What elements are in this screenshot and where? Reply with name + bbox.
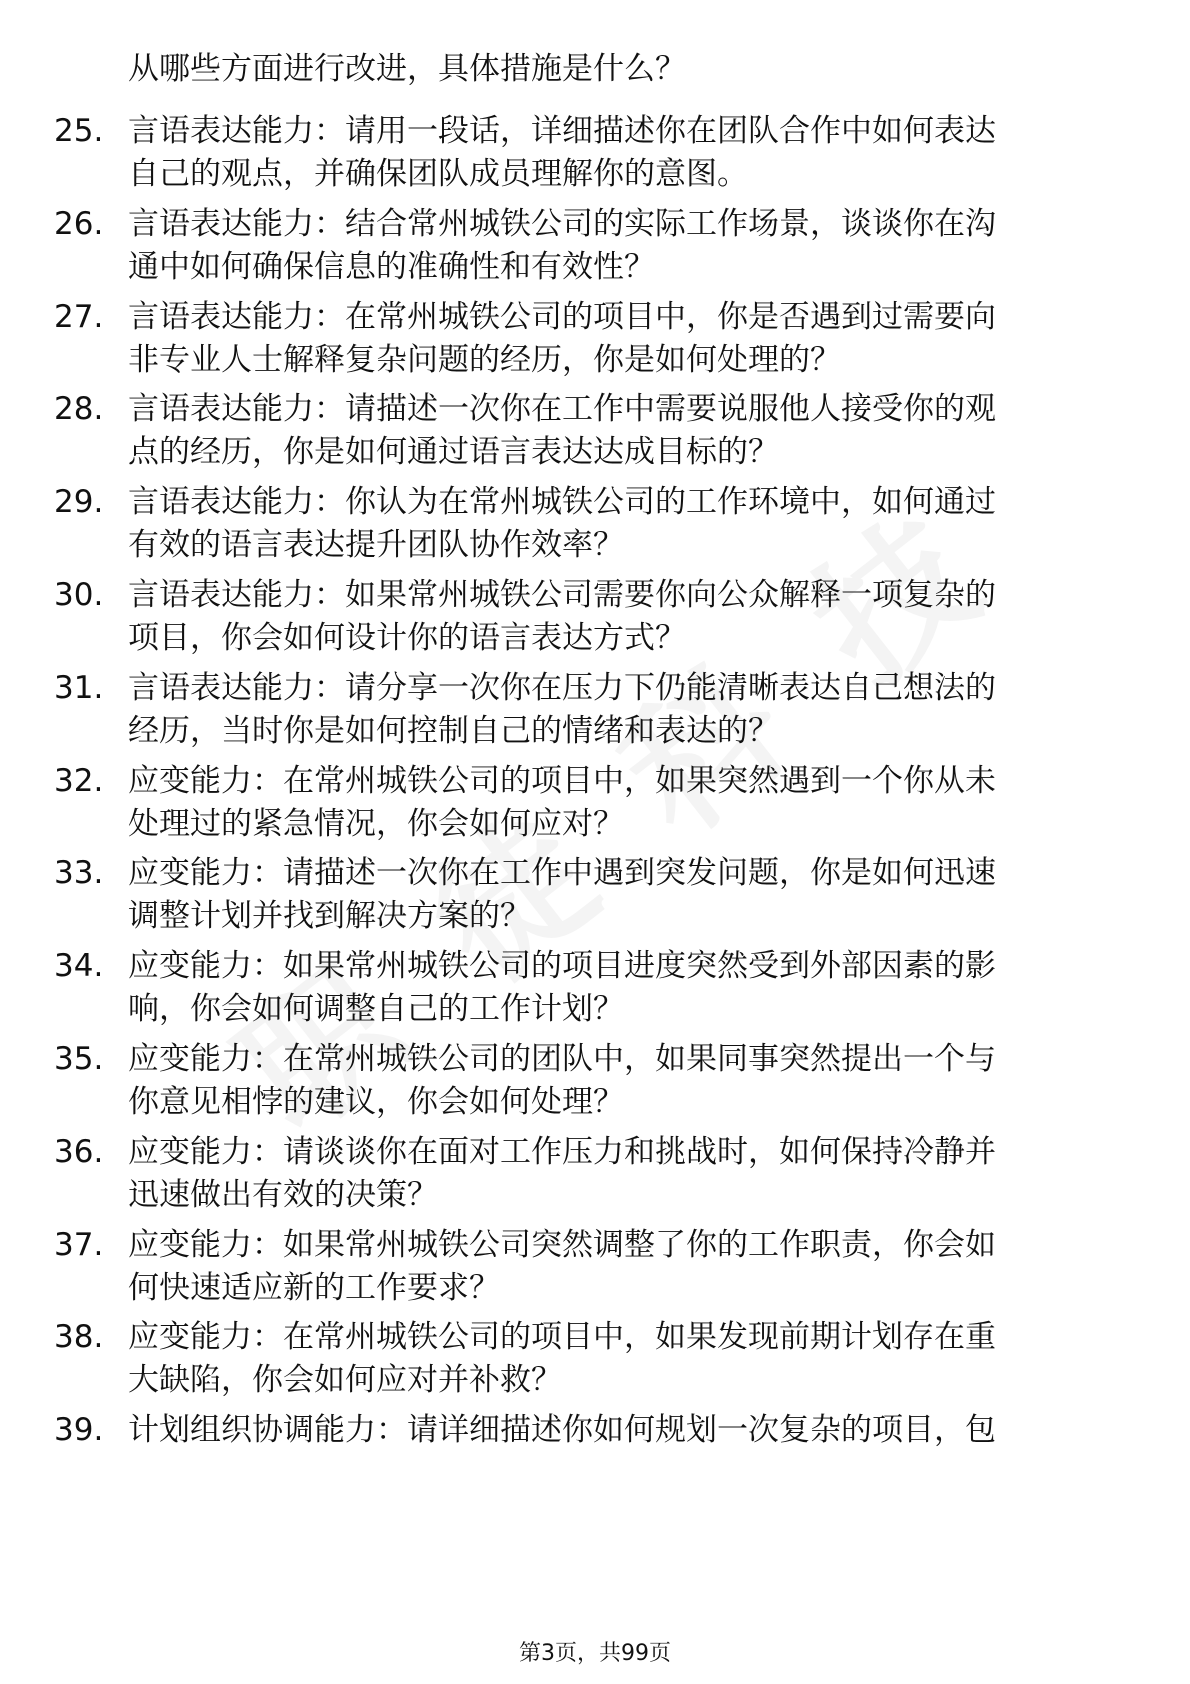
question-text (128, 945, 1108, 1031)
question-line: 言语表达能力：请描述一次你在工作中需要说服他人接受你的观 (128, 391, 996, 428)
question-line: 经历，当时你是如何控制自己的情绪和表达的？ (128, 712, 779, 749)
question-line: 言语表达能力：在常州城铁公司的项目中，你是否遇到过需要向 (128, 298, 996, 335)
question-number: 36. (54, 1133, 104, 1170)
question-line: 应变能力：请谈谈你在面对工作压力和挑战时，如何保持冷静并 (128, 1133, 996, 1170)
question-line: 大缺陷，你会如何应对并补救？ (128, 1362, 562, 1399)
question-number: 34. (54, 948, 104, 985)
question-number: 26. (54, 205, 104, 242)
question-text (128, 1409, 1108, 1452)
question-text (128, 481, 1108, 567)
question-number: 35. (54, 1041, 104, 1077)
question-text (128, 388, 1108, 474)
question-line: 言语表达能力：如果常州城铁公司需要你向公众解释一项复杂的 (128, 577, 996, 613)
question-text (128, 852, 1108, 938)
page-footer: 第3页，共99页 (519, 1641, 671, 1666)
question-line: 应变能力：在常州城铁公司的项目中，如果发现前期计划存在重 (128, 1319, 996, 1356)
question-number: 25. (54, 113, 104, 149)
continuation-line: 从哪些方面进行改进，具体措施是什么？ (128, 51, 686, 87)
question-number: 31. (54, 669, 104, 706)
question-number: 27. (54, 298, 104, 335)
question-number: 32. (54, 762, 104, 799)
question-line: 应变能力：如果常州城铁公司突然调整了你的工作职责，你会如 (128, 1226, 996, 1263)
question-line: 应变能力：如果常州城铁公司的项目进度突然受到外部因素的影 (128, 948, 996, 985)
question-line: 处理过的紧急情况，你会如何应对？ (128, 805, 624, 842)
question-text (128, 760, 1108, 846)
question-line: 调整计划并找到解决方案的？ (128, 898, 531, 935)
question-number: 33. (54, 855, 104, 892)
question-line: 计划组织协调能力：请详细描述你如何规划一次复杂的项目，包 (128, 1412, 996, 1449)
question-text (128, 110, 1108, 196)
question-line: 言语表达能力：你认为在常州城铁公司的工作环境中，如何通过 (128, 484, 996, 521)
question-line: 言语表达能力：请用一段话，详细描述你在团队合作中如何表达 (128, 113, 996, 149)
question-number: 39. (54, 1412, 104, 1449)
question-line: 何快速适应新的工作要求？ (128, 1269, 500, 1306)
question-line: 应变能力：在常州城铁公司的团队中，如果同事突然提出一个与 (128, 1041, 996, 1077)
question-line: 响，你会如何调整自己的工作计划？ (128, 991, 624, 1028)
question-text (128, 1316, 1108, 1402)
question-line: 应变能力：请描述一次你在工作中遇到突发问题，你是如何迅速 (128, 855, 996, 892)
question-text (128, 1038, 1108, 1124)
question-text (128, 574, 1108, 660)
question-line: 迅速做出有效的决策？ (128, 1176, 438, 1213)
question-text (128, 296, 1108, 382)
question-text (128, 667, 1108, 753)
question-line: 项目，你会如何设计你的语言表达方式？ (128, 620, 686, 656)
question-line: 点的经历，你是如何通过语言表达达成目标的？ (128, 434, 779, 471)
question-text (128, 1224, 1108, 1310)
question-text (128, 1131, 1108, 1217)
question-line: 非专业人士解释复杂问题的经历，你是如何处理的？ (128, 341, 841, 378)
question-line: 有效的语言表达提升团队协作效率？ (128, 527, 624, 564)
question-line: 言语表达能力：结合常州城铁公司的实际工作场景，谈谈你在沟 (128, 205, 996, 242)
question-line: 自己的观点，并确保团队成员理解你的意图。 (128, 156, 748, 192)
question-text (128, 203, 1108, 289)
question-number: 28. (54, 391, 104, 428)
question-number: 30. (54, 577, 104, 613)
question-line: 通中如何确保信息的准确性和有效性？ (128, 248, 655, 285)
question-number: 29. (54, 484, 104, 521)
question-number: 38. (54, 1319, 104, 1356)
question-line: 应变能力：在常州城铁公司的项目中，如果突然遇到一个你从未 (128, 762, 996, 799)
question-line: 你意见相悖的建议，你会如何处理？ (128, 1084, 624, 1120)
question-number: 37. (54, 1226, 104, 1263)
question-line: 言语表达能力：请分享一次你在压力下仍能清晰表达自己想法的 (128, 669, 996, 706)
